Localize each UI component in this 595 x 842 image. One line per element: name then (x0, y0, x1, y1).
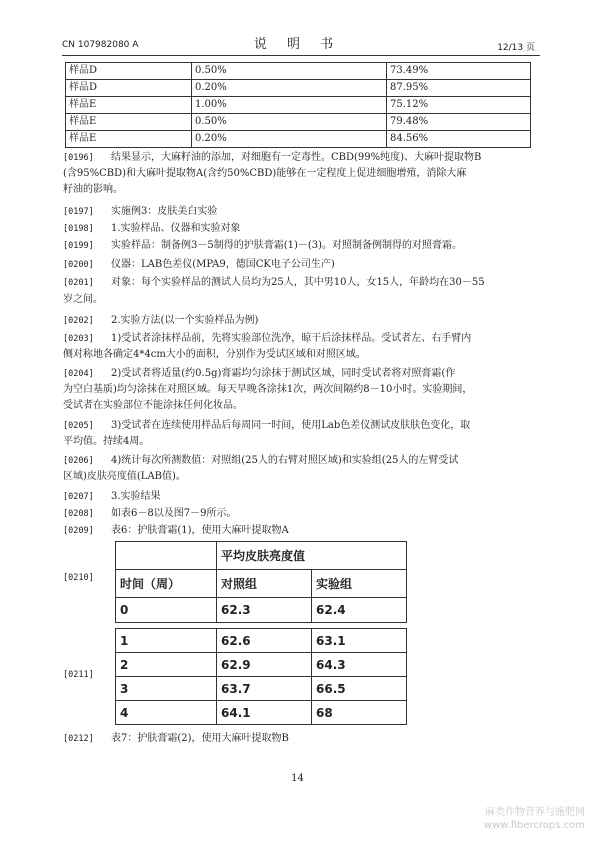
table-cell: 样品E (66, 131, 192, 148)
paragraph-0198 (63, 221, 533, 237)
table-row (116, 629, 407, 653)
watermark-line: 麻类作物营养与施肥网 (485, 807, 585, 818)
table-row (66, 131, 531, 148)
paragraph-0205-cont (63, 434, 533, 450)
paragraph-number: [0211] (63, 670, 94, 680)
paragraph-number: [0204] (63, 369, 94, 379)
paragraph-line: 如表6－8以及图7－9所示。 (111, 508, 237, 519)
table-cell: 样品E (66, 114, 192, 131)
paragraph-number: [0209] (63, 526, 94, 536)
paragraph-line: 3.实验结果 (111, 491, 161, 502)
paragraph-line: 2)受试者将适量(约0.5g)膏霜均匀涂抹于测试区域，同时受试者将对照膏霜(作 (111, 368, 456, 379)
paragraph-number: [0199] (63, 241, 94, 251)
table-row (66, 63, 531, 80)
table-cell: 3 (116, 677, 217, 701)
table-row (116, 677, 407, 701)
document-title: 说 明 书 (253, 37, 342, 52)
paragraph-0207 (63, 489, 533, 505)
paragraph-0204 (63, 366, 533, 382)
paragraph-line: 仪器：LAB色差仪(MPA9，德国CK电子公司生产) (111, 259, 335, 270)
table-cell: 1.00% (192, 97, 387, 114)
table-cell: 64.3 (312, 653, 407, 677)
table-cell: 0.20% (192, 131, 387, 148)
table-row (116, 570, 407, 598)
paragraph-line: 为空白基质)均匀涂抹在对照区域。每天早晚各涂抹1次，两次间隔约8－10小时。实验期间， (63, 384, 473, 395)
table-row (66, 97, 531, 114)
table-row (116, 598, 407, 623)
table-cell: 62.3 (217, 598, 312, 623)
paragraph-0204-cont (63, 398, 533, 414)
table-row (116, 542, 407, 570)
table-cell: 79.48% (387, 114, 531, 131)
paragraph-0206-cont (63, 469, 533, 485)
table-cell: 62.9 (217, 653, 312, 677)
paragraph-line: 实验样品：制备例3－5制得的护肤膏霜(1)－(3)。对照制备例制得的对照膏霜。 (111, 240, 463, 251)
paragraph-0206 (63, 453, 533, 469)
paragraph-number: [0198] (63, 224, 94, 234)
table-cell (116, 542, 217, 570)
paragraph-number: [0210] (63, 573, 94, 583)
table-row (66, 114, 531, 131)
paragraph-line: (含95%CBD)和大麻叶提取物A(含约50%CBD)能够在一定程度上促进细胞增殖，消除大麻 (63, 168, 467, 179)
table-cell: 73.49% (387, 63, 531, 80)
page-number: 14 (291, 773, 304, 784)
paragraph-number: [0200] (63, 260, 94, 270)
table-cell: 62.6 (217, 629, 312, 653)
paragraph-0204-cont (63, 382, 533, 398)
section-heading: 实施例3：皮肤美白实验 (111, 206, 218, 217)
column-header-control: 对照组 (217, 570, 312, 598)
column-header-experiment: 实验组 (312, 570, 407, 598)
paragraph-number: [0205] (63, 421, 94, 431)
paragraph-line: 1.实验样品、仪器和实验对象 (111, 223, 241, 234)
table-caption: 表7：护肤膏霜(2)，使用大麻叶提取物B (111, 733, 289, 744)
page-indicator: 12/13 页 (497, 43, 535, 53)
column-header-time: 时间（周） (116, 570, 217, 598)
paragraph-line: 区域)皮肤亮度值(LAB值)。 (63, 471, 186, 482)
paragraph-0196-cont (63, 182, 533, 198)
table-cell: 64.1 (217, 701, 312, 725)
table-cell: 4 (116, 701, 217, 725)
table-cell: 87.95% (387, 80, 531, 97)
paragraph-0203-cont (63, 347, 533, 363)
paragraph-0208 (63, 506, 533, 522)
table-header-span: 平均皮肤亮度值 (217, 542, 407, 570)
paragraph-0199 (63, 238, 533, 254)
watermark (484, 806, 585, 832)
table-row (116, 701, 407, 725)
table-cell: 样品D (66, 80, 192, 97)
patent-number: CN 107982080 A (62, 40, 139, 50)
paragraph-line: 受试者在实验部位不能涂抹任何化妆品。 (63, 400, 243, 411)
table-cell: 62.4 (312, 598, 407, 623)
paragraph-line: 结果显示，大麻籽油的添加，对细胞有一定毒性。CBD(99%纯度)、大麻叶提取物B (111, 152, 482, 163)
paragraph-0205 (63, 418, 533, 434)
table-cell: 样品E (66, 97, 192, 114)
table-row (66, 80, 531, 97)
paragraph-number: [0207] (63, 492, 94, 502)
paragraph-0196 (63, 150, 533, 166)
paragraph-line: 3)受试者在连续使用样品后每周同一时间，使用Lab色差仪测试皮肤肤色变化，取 (111, 420, 471, 431)
table-cell: 0.20% (192, 80, 387, 97)
paragraph-number: [0203] (63, 334, 94, 344)
paragraph-number: [0206] (63, 456, 94, 466)
table-row (116, 653, 407, 677)
table-cell: 63.7 (217, 677, 312, 701)
brightness-table-part-a (115, 541, 407, 623)
paragraph-line: 籽油的影响。 (63, 184, 123, 195)
paragraph-line: 对象：每个实验样品的测试人员均为25人，其中男10人，女15人，年龄均在30－55 (111, 277, 485, 288)
watermark-line: www.fibercrops.com (483, 820, 585, 831)
table-cell: 63.1 (312, 629, 407, 653)
table-cell: 样品D (66, 63, 192, 80)
paragraph-0196-cont (63, 166, 533, 182)
paragraph-0200 (63, 257, 533, 273)
table-cell: 0.50% (192, 114, 387, 131)
paragraph-line: 4)统计每次所测数值：对照组(25人的右臂对照区域)和实验组(25人的左臂受试 (111, 455, 459, 466)
paragraph-number: [0201] (63, 278, 94, 288)
table-cell: 84.56% (387, 131, 531, 148)
table-cell: 66.5 (312, 677, 407, 701)
paragraph-0209 (63, 523, 533, 539)
paragraph-0202 (63, 313, 533, 329)
brightness-table-part-b (115, 628, 407, 725)
paragraph-line: 1)受试者涂抹样品前，先将实验部位洗净，晾干后涂抹样品。受试者左、右手臂内 (111, 333, 472, 344)
table-cell: 68 (312, 701, 407, 725)
table-cell: 0.50% (192, 63, 387, 80)
paragraph-0203 (63, 331, 533, 347)
paragraph-line: 2.实验方法(以一个实验样品为例) (111, 315, 259, 326)
table-cell: 0 (116, 598, 217, 623)
paragraph-0201-cont (63, 292, 533, 308)
paragraph-number: [0202] (63, 316, 94, 326)
paragraph-number: [0208] (63, 509, 94, 519)
table-cell: 2 (116, 653, 217, 677)
paragraph-line: 侧对称地各确定4*4cm大小的面积，分别作为受试区域和对照区域。 (63, 349, 366, 360)
paragraph-line: 岁之间。 (63, 294, 103, 305)
paragraph-0212 (63, 731, 533, 747)
paragraph-0197 (63, 204, 533, 220)
paragraph-line: 平均值。持续4周。 (63, 436, 150, 447)
table-cell: 1 (116, 629, 217, 653)
table-cell: 75.12% (387, 97, 531, 114)
paragraph-number: [0197] (63, 207, 94, 217)
paragraph-number: [0196] (63, 153, 94, 163)
header-rule (62, 55, 540, 56)
paragraph-0201 (63, 275, 533, 291)
sample-table (65, 62, 531, 148)
table-caption: 表6：护肤膏霜(1)，使用大麻叶提取物A (111, 525, 289, 536)
paragraph-number: [0212] (63, 734, 94, 744)
